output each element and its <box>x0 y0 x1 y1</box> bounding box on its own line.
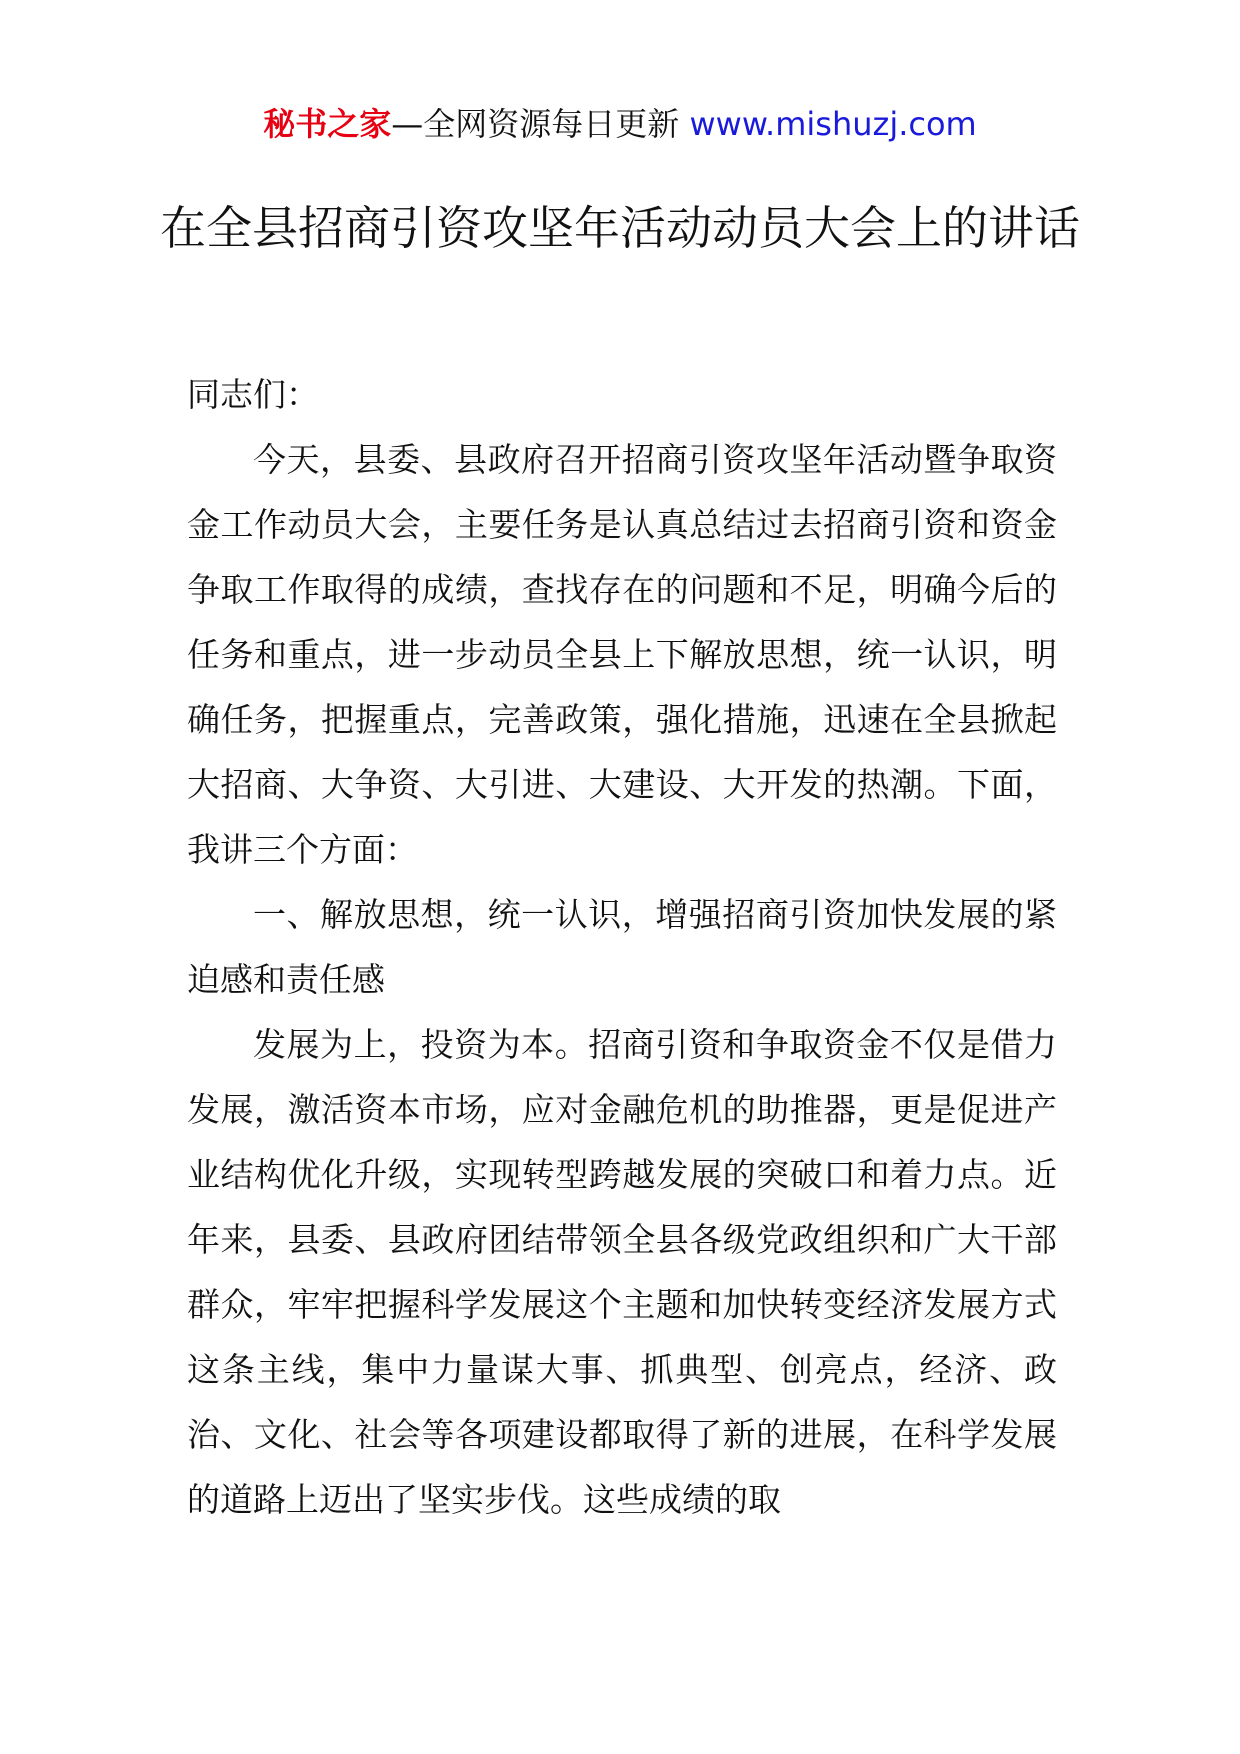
paragraph-intro: 今天，县委、县政府召开招商引资攻坚年活动暨争取资金工作动员大会，主要任务是认真总结过去招商引资和资金争取工作取得的成绩，查找存在的问题和不足，明确今后的任务和重点，进一步动员全县上下解放思想，统一认识，明确任务，把握重点，完善政策，强化措施，迅速在全县掀起大招商、大争资、大引进、大建设、大开发的热潮。下面，我讲三个方面： <box>187 440 1057 869</box>
site-url[interactable]: www.mishuzj.com <box>689 105 977 143</box>
document-body <box>187 362 1057 1532</box>
salutation: 同志们： <box>187 375 319 414</box>
brand-name: 秘书之家 <box>263 105 392 143</box>
header-slogan: —全网资源每日更新 <box>391 105 680 143</box>
section-heading-1: 一、解放思想，统一认识，增强招商引资加快发展的紧迫感和责任感 <box>187 895 1057 999</box>
site-header <box>0 100 1240 148</box>
paragraph-development: 发展为上，投资为本。招商引资和争取资金不仅是借力发展，激活资本市场，应对金融危机的助推器，更是促进产业结构优化升级，实现转型跨越发展的突破口和着力点。近年来，县委、县政府团结带领全县各级党政组织和广大干部群众，牢牢把握科学发展这个主题和加快转变经济发展方式这条主线，集中力量谋大事、抓典型、创亮点，经济、政治、文化、社会等各项建设都取得了新的进展，在科学发展的道路上迈出了坚实步伐。这些成绩的取 <box>187 1025 1057 1519</box>
document-title: 在全县招商引资攻坚年活动动员大会上的讲话 <box>160 201 1080 255</box>
